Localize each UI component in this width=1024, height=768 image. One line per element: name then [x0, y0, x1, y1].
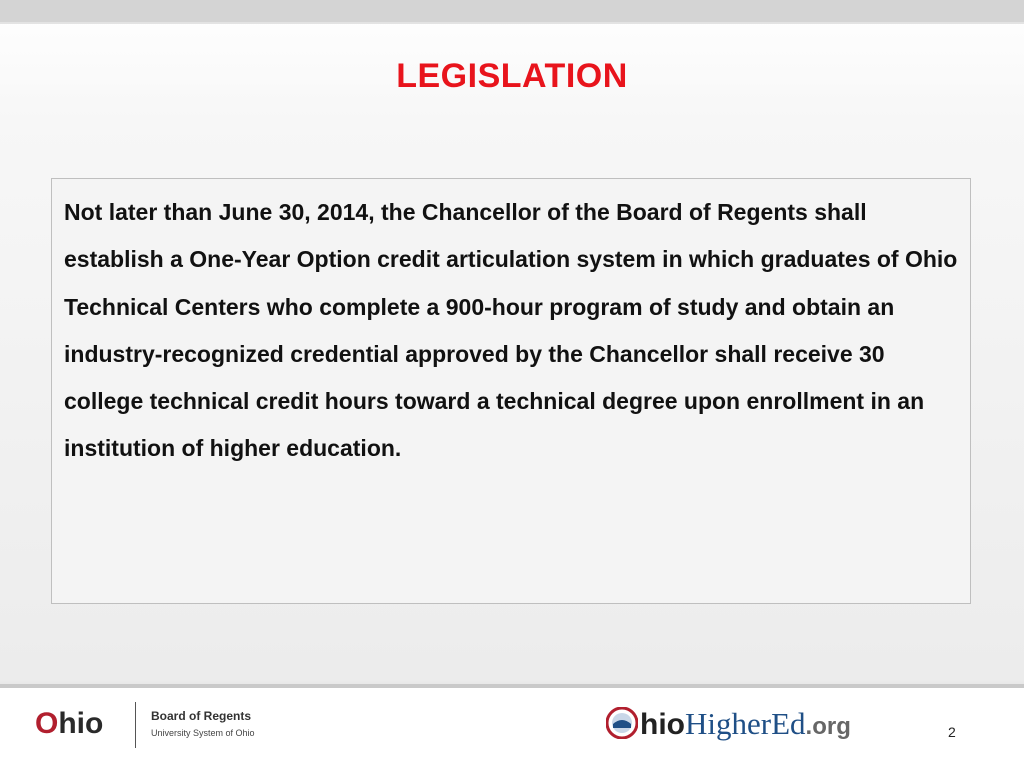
body-text: Not later than June 30, 2014, the Chancellor of the Board of Regents shall establish a One-Year Option credit articulation system in which graduates of Ohio Technical Centers who complete a 900-hour program of study and obtain an industry-recognized credential approved by the Chancellor shall receive 30 college technical credit hours toward a technical degree upon enrollment in an institution of higher education.: [64, 199, 958, 462]
university-system-label: University System of Ohio: [151, 728, 255, 738]
content-box: [51, 178, 971, 604]
board-of-regents-label: Board of Regents: [151, 709, 252, 723]
ohio-logo-rest: hio: [58, 707, 104, 740]
ohio-logo-o: O: [35, 707, 59, 740]
slide-title: LEGISLATION: [396, 57, 628, 95]
ohe-org: .org: [805, 713, 851, 740]
top-divider: [0, 22, 1024, 24]
ohio-seal-icon: [606, 707, 638, 739]
ohe-higher: Higher: [685, 706, 772, 741]
page-number: 2: [948, 724, 956, 740]
ohio-logo: [35, 707, 103, 741]
ohiohighered-wordmark: [640, 706, 851, 745]
logo-divider: [135, 702, 136, 748]
top-bar: [0, 0, 1024, 22]
ohe-ed: Ed: [771, 706, 806, 741]
ohe-ohio: hio: [640, 708, 685, 741]
footer: [0, 688, 1024, 768]
